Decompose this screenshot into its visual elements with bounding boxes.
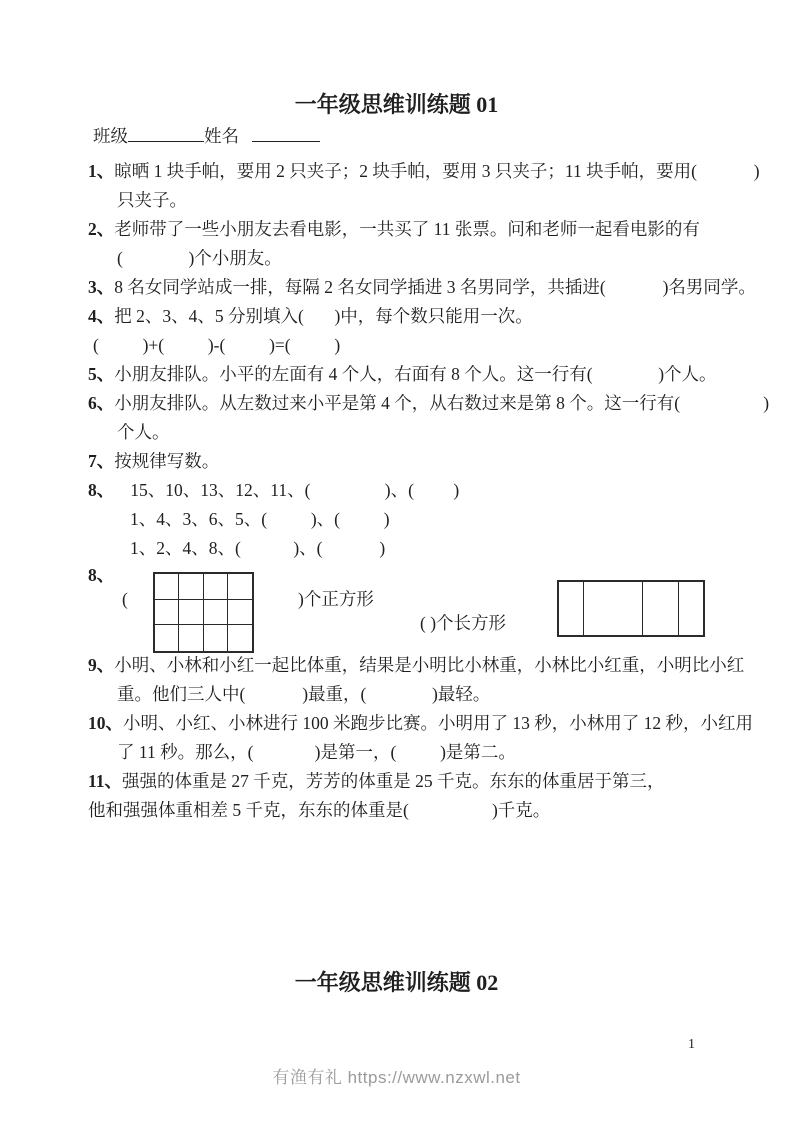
question-10-line-2: 了 11 秒。那么，( )是第一，( )是第二。 (117, 742, 516, 762)
question-1-line-1 (88, 157, 760, 186)
question-9-text: 小明、小林和小红一起比体重，结果是小明比小林重，小林比小红重，小明比小红 (114, 655, 745, 675)
worksheet-title-01: 一年级思维训练题 01 (294, 92, 499, 117)
question-2-line-2: ( )个小朋友。 (117, 248, 282, 268)
question-4-equation-line: ( )+( )-( )=( ) (93, 335, 341, 355)
question-5-number: 5、 (88, 364, 115, 384)
class-blank-line (128, 126, 204, 142)
sequence-1: 15、10、13、12、11、( )、( ) (130, 480, 460, 500)
questions-block (88, 157, 770, 825)
question-9-line-2: 重。他们三人中( )最重，( )最轻。 (117, 684, 491, 704)
rectangle-figure (557, 580, 705, 637)
rect-section (679, 582, 703, 635)
class-label: 班级 (93, 126, 128, 146)
grid-cell (204, 600, 228, 626)
question-2-text: 老师带了一些小朋友去看电影，一共买了 11 张票。问和老师一起看电影的有 (114, 219, 700, 239)
rectangle-count-label: ( )个长方形 (420, 613, 507, 633)
grid-cell (179, 625, 203, 651)
question-8-figure-section (88, 563, 748, 651)
name-label: 姓名 (204, 126, 239, 146)
question-8-sequence-line-3 (88, 534, 748, 563)
question-6-number: 6、 (88, 393, 115, 413)
grid-cell (204, 574, 228, 600)
question-4-line-1 (88, 302, 748, 331)
question-11-line-1 (88, 767, 748, 796)
question-8-figure-number: 8、 (88, 565, 115, 585)
question-8-number: 8、 (88, 480, 115, 500)
sequence-3: 1、2、4、8、( )、( ) (130, 538, 386, 558)
square-grid-figure (153, 572, 254, 653)
sequence-2: 1、4、3、6、5、( )、( ) (130, 509, 390, 529)
grid-cell (204, 625, 228, 651)
grid-cell (179, 574, 203, 600)
question-2-line-1 (88, 215, 748, 244)
question-6-line-2: 个人。 (117, 422, 170, 442)
question-4-number: 4、 (88, 306, 115, 326)
question-3-text: 8 名女同学站成一排，每隔 2 名女同学插进 3 名男同学，共插进( )名男同学。 (114, 277, 756, 297)
question-6-line-1 (88, 389, 770, 418)
square-count-label: )个正方形 (298, 589, 374, 609)
question-10-number: 10、 (88, 713, 123, 733)
square-count-open-paren: ( (122, 589, 128, 609)
grid-cell (228, 600, 252, 626)
question-11-text: 强强的体重是 27 千克，芳芳的体重是 25 千克。东东的体重居于第三， (122, 771, 665, 791)
question-7-text: 按规律写数。 (114, 451, 220, 471)
question-7-line-1 (88, 447, 748, 476)
question-1-number: 1、 (88, 161, 115, 181)
grid-cell (155, 600, 179, 626)
grid-cell (228, 574, 252, 600)
page-number: 1 (688, 1037, 695, 1052)
question-11-number: 11、 (88, 771, 123, 791)
question-10-text: 小明、小红、小林进行 100 米跑步比赛。小明用了 13 秒，小林用了 12 秒，小红用 (123, 713, 753, 733)
rect-section (643, 582, 679, 635)
question-9-line-1 (88, 651, 748, 680)
class-name-line (93, 125, 320, 147)
question-2-number: 2、 (88, 219, 115, 239)
worksheet-title-02: 一年级思维训练题 02 (294, 970, 499, 995)
question-6-text: 小朋友排队。从左数过来小平是第 4 个，从右数过来是第 8 个。这一行有( ) (114, 393, 770, 413)
question-5-text: 小朋友排队。小平的左面有 4 个人，右面有 8 个人。这一行有( )个人。 (114, 364, 717, 384)
question-3-number: 3、 (88, 277, 115, 297)
question-9-number: 9、 (88, 655, 115, 675)
name-blank-line (252, 126, 320, 142)
question-5-line-1 (88, 360, 748, 389)
question-1-line-2: 只夹子。 (117, 190, 187, 210)
question-11-line-2: 他和强强体重相差 5 千克，东东的体重是( )千克。 (88, 800, 551, 820)
question-7-number: 7、 (88, 451, 115, 471)
question-1-text: 晾晒 1 块手帕，要用 2 只夹子；2 块手帕，要用 3 只夹子；11 块手帕，要用( ) (114, 161, 760, 181)
grid-cell (155, 574, 179, 600)
question-3-line-1 (88, 273, 756, 302)
rect-section (559, 582, 584, 635)
question-8-sequence-line-2 (88, 505, 748, 534)
question-4-text: 把 2、3、4、5 分别填入( )中，每个数只能用一次。 (114, 306, 533, 326)
question-10-line-1 (88, 709, 753, 738)
question-8-sequence-line-1 (88, 476, 748, 505)
grid-cell (155, 625, 179, 651)
footer-watermark: 有渔有礼 https://www.nzxwl.net (272, 1068, 521, 1087)
grid-cell (228, 625, 252, 651)
rect-section (584, 582, 642, 635)
grid-cell (179, 600, 203, 626)
